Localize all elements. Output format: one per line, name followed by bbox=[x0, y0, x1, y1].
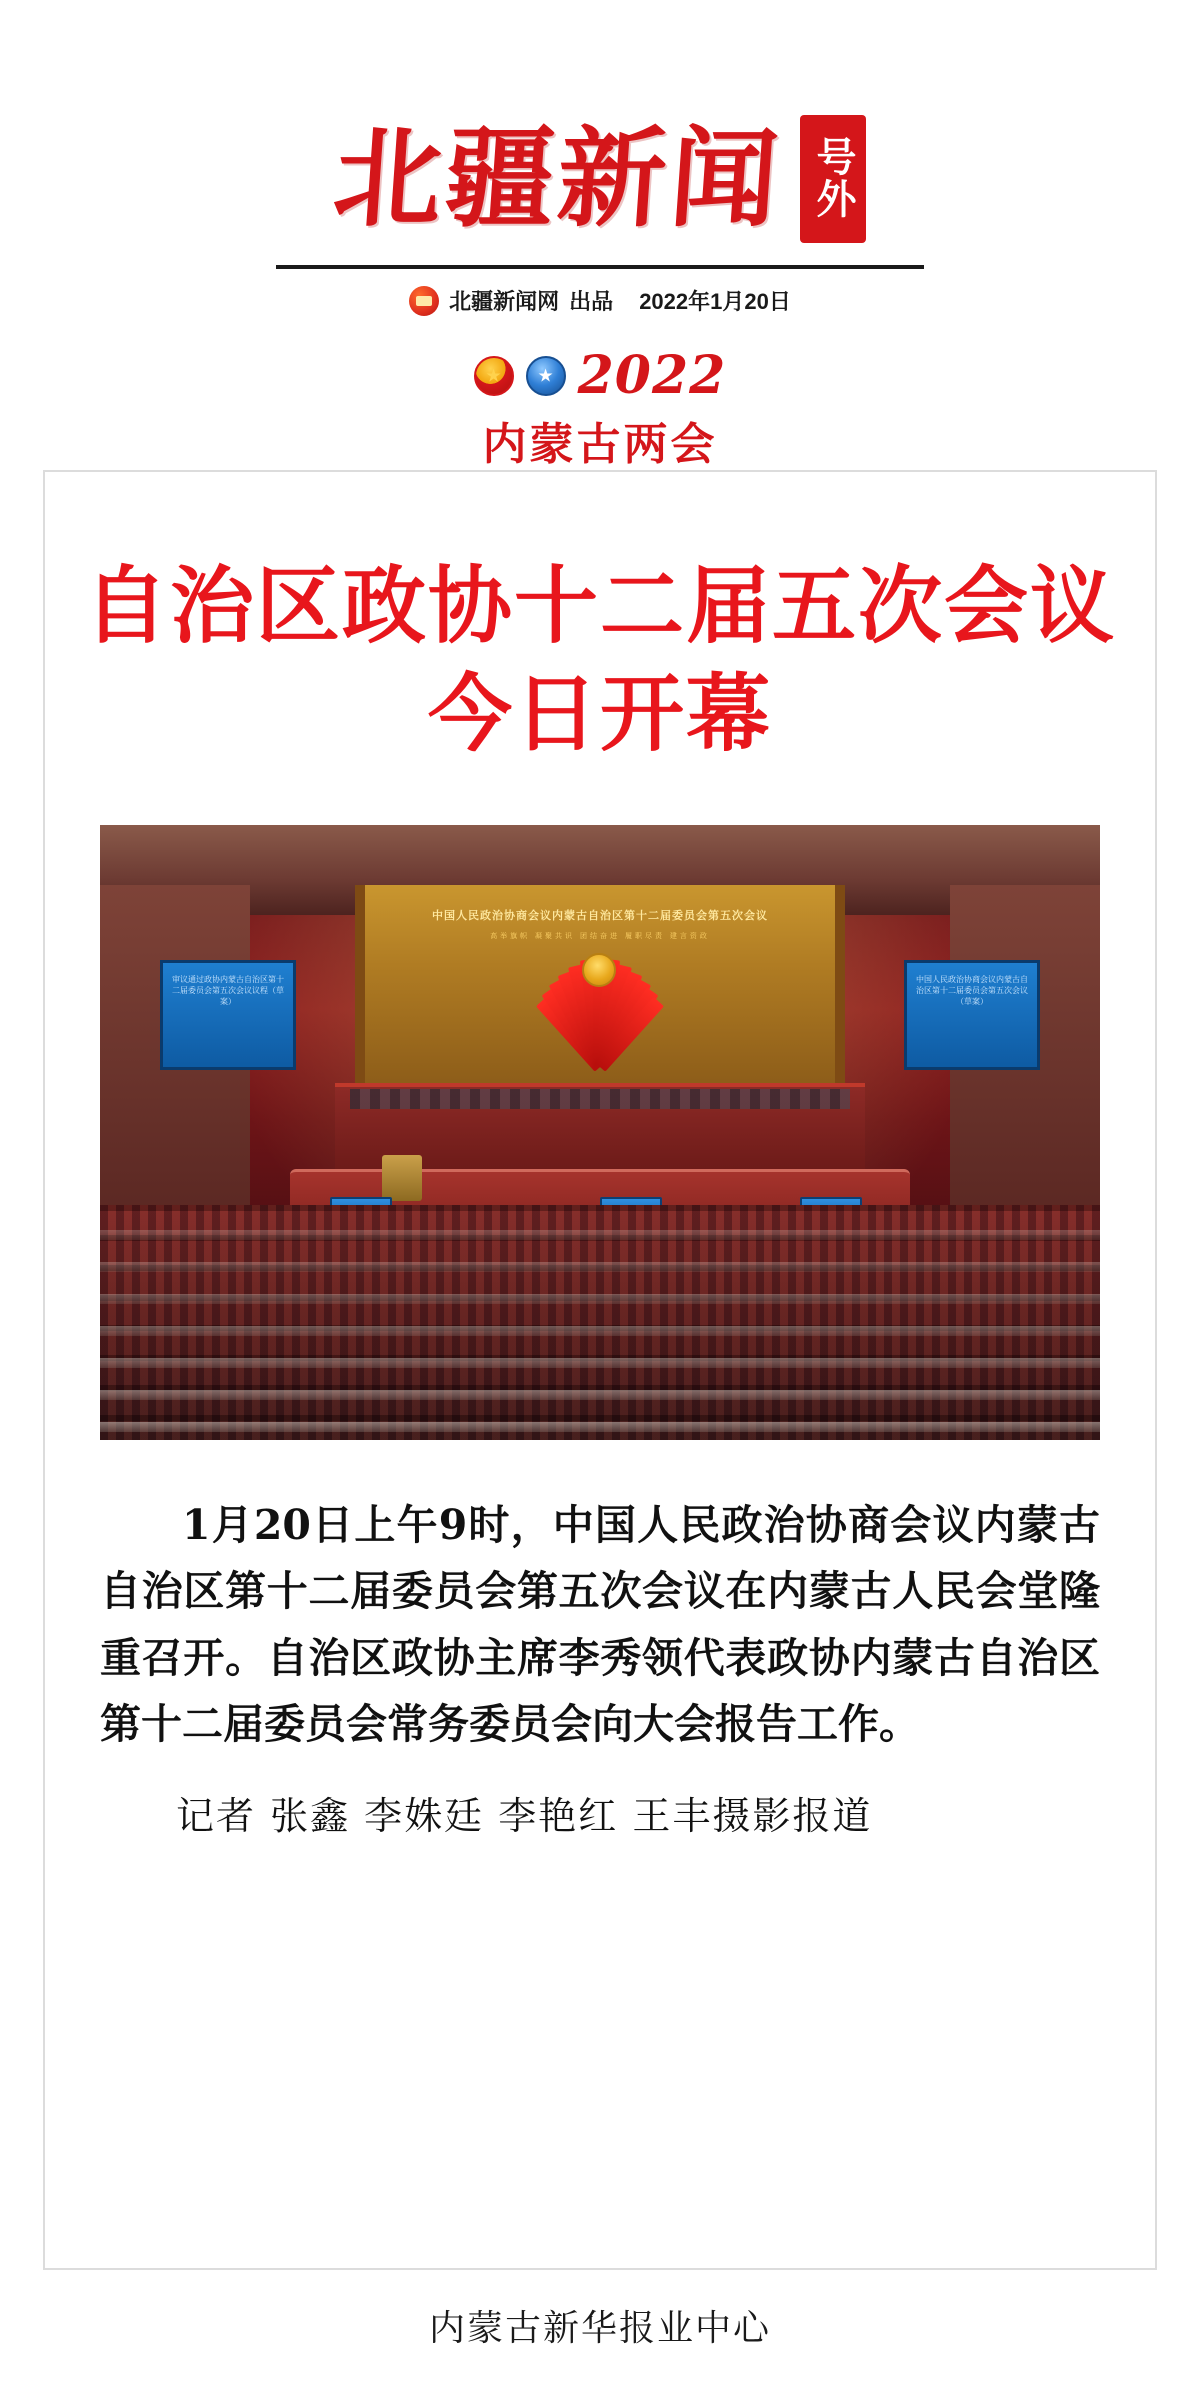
photo-stage-emblem-icon bbox=[582, 953, 616, 987]
masthead-byline bbox=[0, 285, 1200, 316]
byline-produced-by: 出品 bbox=[569, 289, 614, 314]
byline-source: 北疆新闻网 bbox=[449, 289, 560, 314]
subheader-title: 内蒙古两会 bbox=[482, 419, 718, 470]
masthead-title: 北疆新闻 bbox=[329, 116, 787, 242]
subheader bbox=[0, 345, 1200, 472]
news-site-logo-icon bbox=[409, 286, 439, 316]
footer-publisher: 内蒙古新华报业中心 bbox=[428, 2308, 771, 2349]
photo-podium bbox=[382, 1155, 422, 1201]
photo-screen-right: 中国人民政治协商会议内蒙古自治区第十二届委员会第五次会议（草案） bbox=[904, 960, 1040, 1070]
photo-desk-rows bbox=[100, 1205, 1100, 1440]
article-body: 1月20日上午9时，中国人民政治协商会议内蒙古自治区第十二届委员会第五次会议在内蒙古人民会堂隆重召开。自治区政协主席李秀领代表政协内蒙古自治区第十二届委员会常务委员会向大会报告工作。 bbox=[100, 1501, 1100, 1749]
photo-desk-row bbox=[100, 1358, 1100, 1368]
page-title bbox=[45, 552, 1155, 767]
conference-hall-photo bbox=[100, 825, 1100, 1440]
photo-screen-left: 审议通过政协内蒙古自治区第十二届委员会第五次会议议程（草案） bbox=[160, 960, 296, 1070]
photo-canvas bbox=[100, 825, 1100, 1440]
photo-desk-row bbox=[100, 1262, 1100, 1272]
cppcc-emblem-icon bbox=[526, 356, 566, 396]
national-emblem-icon bbox=[474, 356, 514, 396]
article-credit: 记者 张鑫 李姝廷 李艳红 王丰摄影报道 bbox=[176, 1793, 873, 1838]
masthead-divider bbox=[276, 265, 924, 269]
photo-desk-row bbox=[100, 1422, 1100, 1432]
masthead-badge: 号外 bbox=[800, 115, 866, 243]
headline-line-2: 今日开幕 bbox=[427, 663, 772, 763]
masthead bbox=[0, 0, 1200, 316]
photo-rostrum-seats bbox=[350, 1089, 850, 1109]
photo-desk-row bbox=[100, 1326, 1100, 1336]
headline-line-1: 自治区政协十二届五次会议 bbox=[83, 556, 1116, 655]
masthead-title-row bbox=[0, 115, 1200, 243]
subheader-year-row bbox=[0, 345, 1200, 406]
photo-desk-row bbox=[100, 1230, 1100, 1240]
photo-banner-sub: 高举旗帜 凝聚共识 团结奋进 履职尽责 建言资政 bbox=[490, 933, 710, 941]
photo-desk-row bbox=[100, 1390, 1100, 1400]
photo-banner-main: 中国人民政治协商会议内蒙古自治区第十二届委员会第五次会议 bbox=[432, 910, 768, 923]
byline-date: 2022年1月20日 bbox=[639, 289, 791, 314]
photo-desk-row bbox=[100, 1294, 1100, 1304]
subheader-year: 2022 bbox=[577, 345, 727, 406]
photo-audience bbox=[100, 1205, 1100, 1440]
article-card bbox=[43, 470, 1157, 2270]
